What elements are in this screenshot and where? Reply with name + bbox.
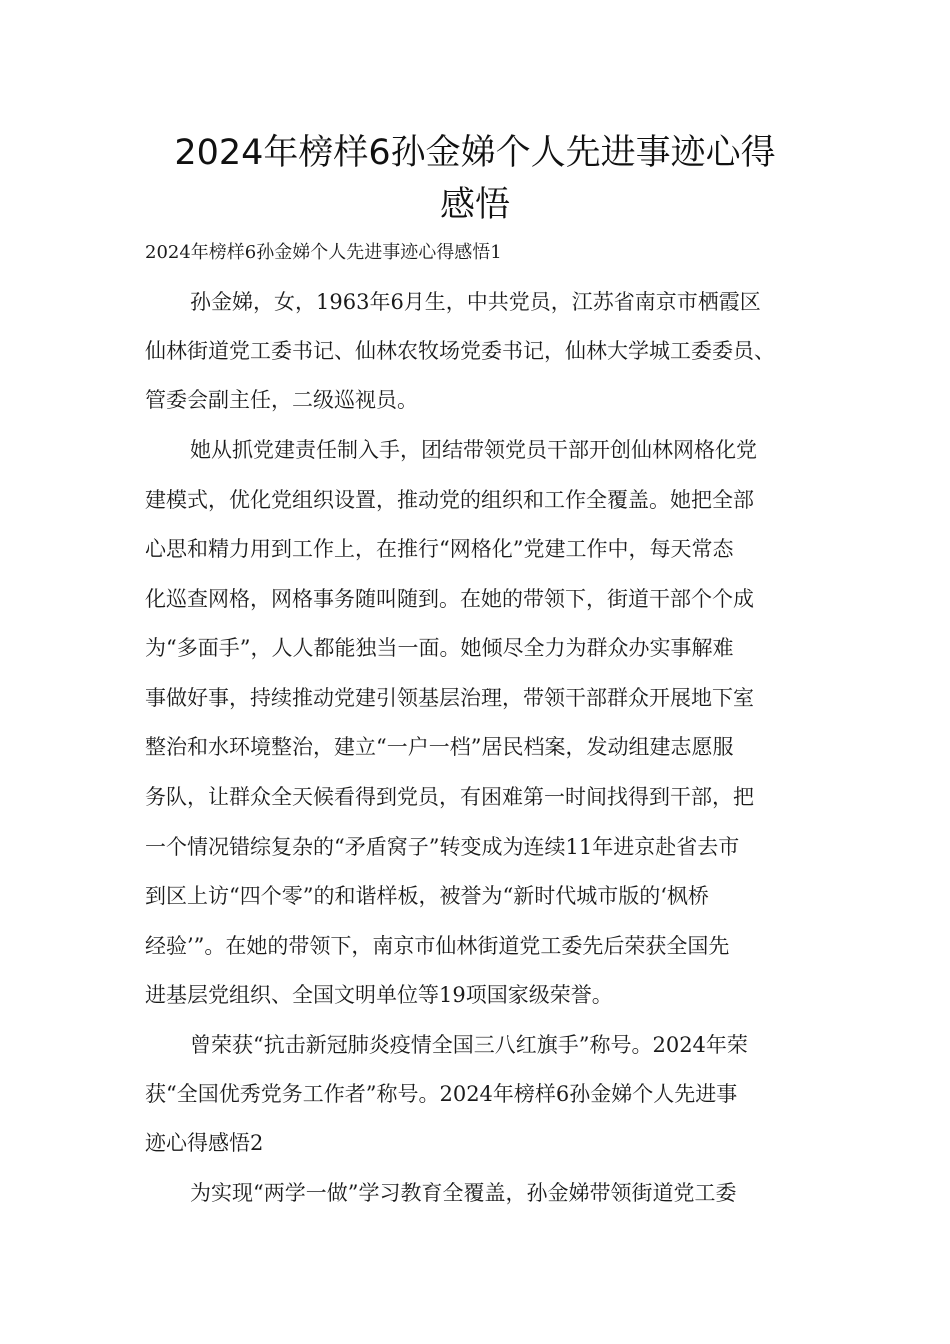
paragraph-line: 为“多面手”，人人都能独当一面。她倾尽全力为群众办实事解难 [145, 636, 734, 660]
paragraph-line: 曾荣获“抗击新冠肺炎疫情全国三八红旗手”称号。2024年荣 [190, 1033, 748, 1057]
paragraph-line: 整治和水环境整治，建立“一户一档”居民档案，发动组建志愿服 [145, 735, 734, 759]
paragraph-line: 获“全国优秀党务工作者”称号。2024年榜样6孙金娣个人先进事 [145, 1082, 738, 1106]
paragraph-line: 到区上访“四个零”的和谐样板，被誉为“新时代城市版的‘枫桥 [145, 884, 709, 908]
paragraph-line: 化巡查网格，网格事务随叫随到。在她的带领下，街道干部个个成 [145, 587, 754, 611]
document-title-line2: 感悟 [439, 185, 510, 225]
paragraph-line: 为实现“两学一做”学习教育全覆盖，孙金娣带领街道党工委 [190, 1181, 737, 1205]
paragraph-line: 事做好事，持续推动党建引领基层治理，带领干部群众开展地下室 [145, 686, 754, 710]
paragraph-line: 一个情况错综复杂的“矛盾窝子”转变成为连续11年进京赴省去市 [145, 835, 740, 859]
paragraph-line: 管委会副主任，二级巡视员。 [145, 388, 418, 412]
paragraph-line: 她从抓党建责任制入手，团结带领党员干部开创仙林网格化党 [190, 438, 757, 462]
paragraph-line: 经验’”。在她的带领下，南京市仙林街道党工委先后荣获全国先 [145, 934, 730, 958]
paragraph-line: 心思和精力用到工作上，在推行“网格化”党建工作中，每天常态 [145, 537, 734, 561]
paragraph-line: 务队，让群众全天候看得到党员，有困难第一时间找得到干部，把 [145, 785, 754, 809]
document-title-line1: 2024年榜样6孙金娣个人先进事迹心得 [174, 133, 776, 173]
section-heading: 2024年榜样6孙金娣个人先进事迹心得感悟1 [145, 242, 502, 263]
paragraph-line: 迹心得感悟2 [145, 1131, 264, 1155]
paragraph-line: 孙金娣，女，1963年6月生，中共党员，江苏省南京市栖霞区 [190, 290, 761, 314]
paragraph-line: 进基层党组织、全国文明单位等19项国家级荣誉。 [145, 983, 613, 1007]
paragraph-line: 仙林街道党工委书记、仙林农牧场党委书记，仙林大学城工委委员、 [145, 339, 775, 363]
paragraph-line: 建模式，优化党组织设置，推动党的组织和工作全覆盖。她把全部 [145, 488, 754, 512]
